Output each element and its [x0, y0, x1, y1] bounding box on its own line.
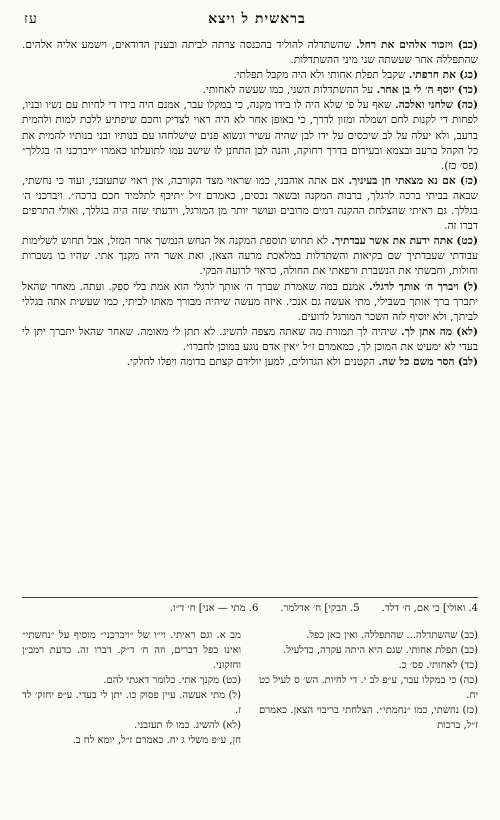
commentary-note: חן, ע״פ משלי ג יח. כאמרם ז״ל, יומא לח ב. — [72, 735, 241, 746]
verse-paragraph — [22, 234, 478, 279]
verse-number: (כז) — [459, 174, 479, 187]
verse-paragraph — [22, 325, 478, 355]
footnote: 4. ואולי] כי אם, ח׳ דלד. — [381, 603, 478, 614]
commentary-note: (כז) נחשתי, כמו ״נחמתי״. הצלחתי בריבוי הצאן. כאמרם ז״ל, ברכות — [259, 705, 478, 731]
commentary-note: (לא) להשיג. כמו לו תעזבני. — [134, 720, 241, 731]
lemma-heading: ויזכור אלהים את רחל. — [355, 39, 454, 51]
verse-commentary-text: הקטנים ולא הגדולים, למען יולידם קצתם בדומה ויפלו לחלקי. — [126, 355, 375, 368]
footnote-divider — [22, 597, 478, 598]
verse-number: (לב) — [457, 355, 478, 368]
verse-paragraph — [22, 355, 478, 370]
verse-paragraph — [22, 280, 478, 325]
verse-paragraph — [22, 174, 478, 234]
commentary-note: מב א. וגם ראיתי. וי״ו של ״ויברכני״ מוסיף על ״נחשתי״ ואינו כפל דברים, וזה ח׳ ד״ק. דברו זה. כדעת רמב״ן וחזקוני. — [22, 630, 241, 671]
verse-number: (ל) — [463, 280, 478, 293]
verse-paragraph — [22, 83, 478, 98]
verse-paragraph — [22, 38, 478, 68]
commentary-note: (ל) מתי אעשה. עיין פסוק כו. יתן לי בעדי. ע״פ יחזק׳ לד ז. — [22, 690, 241, 716]
verse-number: (כה) — [456, 99, 478, 112]
verse-number: (כט) — [456, 235, 478, 248]
lemma-heading: הסר משם כל שה. — [378, 355, 455, 368]
commentary-note: (כד) לאחותי. פס׳ כ. — [398, 660, 478, 671]
commentary-note: (כב) תפלת אחותי. שגם היא היתה עקרה, כדלעיל. — [283, 645, 478, 656]
verse-paragraph — [22, 68, 478, 83]
verse-commentary-text: שאף על פי שלא היה לו בידו מקנה, כי במקלו עבר, אמנם היה בידו די לחיות עם נשיו ובניו, לפחות די לקנות לחם ושמלה ומזון לדרך, כי באופן אחר לא היה ראוי לצדיק וחכם שיפתיע ללכת למות ולהמית ברעב, ולא יעלה על לב שיכסים על ידו לבן שהיה עשיר ונשוא פנים שישלחהו עם בנותיו ובני בנותיו להמית את כל הקהל ברעב ובצמא ובעירום בדרך רחוקה, והנה לבן התחנן לו שישב עמו לתועלתו כאמרו ״ויברכני ה׳ בגללך״ (פס׳ כז). — [22, 99, 478, 172]
verse-commentary-text: שקבל תפלת אחותי ולא היה מקבל תפלתי. — [233, 69, 406, 82]
page-number: עז — [24, 10, 38, 27]
verse-commentary-text: אמנם במה שאמרת שברך ה׳ אותך לרגלי הוא אמת בלי ספק. ועתה. מאחר שהאל יתברך ברך אותך בשבילי, מתי אעשה גם אנכי. איזה מעשה שיהיה מבורך מאתו לביתי, כמו שעשית אתה בגללי לביתך, ולא יוסיף לזה השכר המורגל לרועים. — [22, 280, 478, 323]
verse-number: (לא) — [456, 325, 478, 338]
commentary-column-right — [259, 628, 478, 814]
verse-commentary-text: לא תחוש תוספת המקנה אל הנחש הנמשך אחר המזל, אבל תחוש לשלימות עבודתי שעבדתיך שם בקיאות והשתדלות במלאכת מרעה הצאן, ואת אשר היה מקנך אתי. שהיו בו נשברות וחולות, וחבשתי את הנשברת ורפאתי את החולה, כראוי לרועה הבקי. — [22, 235, 478, 278]
verse-commentary-text: שהשתדלה להוליד בהכנסה צרתה לביתה ובענין הדודאים, וישמע אליה אלהים. שהתפללה אחר שעשתה שני מיני ההשתדלות. — [22, 39, 478, 67]
verse-number: (כד) — [457, 84, 478, 97]
lemma-heading: אם נא מצאתי חן בעיניך. — [348, 174, 456, 187]
main-text — [22, 38, 478, 370]
commentary — [22, 628, 478, 814]
verse-number: (כב) — [457, 39, 478, 51]
commentary-note: (כט) מקנך אתי. כלומר דאגתי להם. — [103, 675, 241, 686]
verse-paragraph — [22, 98, 478, 173]
verse-commentary-text: שיהיה לך תמורת מה שאתה מצפה להשיג. לא תתן לי מאומה. שאחר שהאל יתברך יתן לי בעדי לא ימעיט את המוכן לך, כמאמרם ז״ל ״אין אדם נוגע במוכן לחברו״. — [22, 325, 478, 353]
verse-commentary-text: אם אתה אוהבני, כמו שראוי מצד הקורבה, אין ראוי שתעזבני, ועוד כי נחשתי, שבאה בביתי ברכה לרגלך, ברבות המקנה ובשאר נכסים, כאמרם ז״ל ״תיכף לתלמיד חכם ברכה״. ויברכני ה׳ בגללך. גם ראיתי שהצלחת ההקנה דמים מרובים ועושר יותר מן המורגל, וידעתי שזה היה בגללך, ואולי התרפים דברו זה. — [22, 174, 478, 233]
footnotes — [22, 602, 478, 615]
commentary-note: (כה) כי במקלו עבר, ע״פ לב י. די לחיות. הש׳ ס לעיל כט יח. — [259, 675, 478, 701]
verse-commentary-text: על ההשתדלות השני, כמו שעשה לאחותי. — [202, 84, 374, 97]
footnote: 5. הבקי] ח׳ אדלמר. — [280, 603, 360, 614]
lemma-heading: אתה ידעת את אשר עבדתיך. — [331, 235, 453, 248]
lemma-heading: מה אתן לך. — [401, 325, 453, 338]
running-title: בראשית ל ויצא — [208, 10, 306, 27]
lemma-heading: יוסף ה׳ לי בן אחר. — [376, 84, 455, 97]
lemma-heading: שלחני ואלכה. — [394, 99, 454, 112]
verse-number: (כג) — [459, 69, 478, 82]
lemma-heading: את חרפתי. — [408, 69, 456, 82]
lemma-heading: ויברך ה׳ אותך לרגלי. — [369, 280, 459, 293]
commentary-column-left — [22, 628, 241, 814]
footnote: 6. מתי — אני] ח׳ ד״ו. — [169, 603, 259, 614]
commentary-note: (כב) שהשתדלה... שהתפללה. ואין כאן כפל. — [306, 630, 478, 641]
running-header — [24, 8, 476, 30]
